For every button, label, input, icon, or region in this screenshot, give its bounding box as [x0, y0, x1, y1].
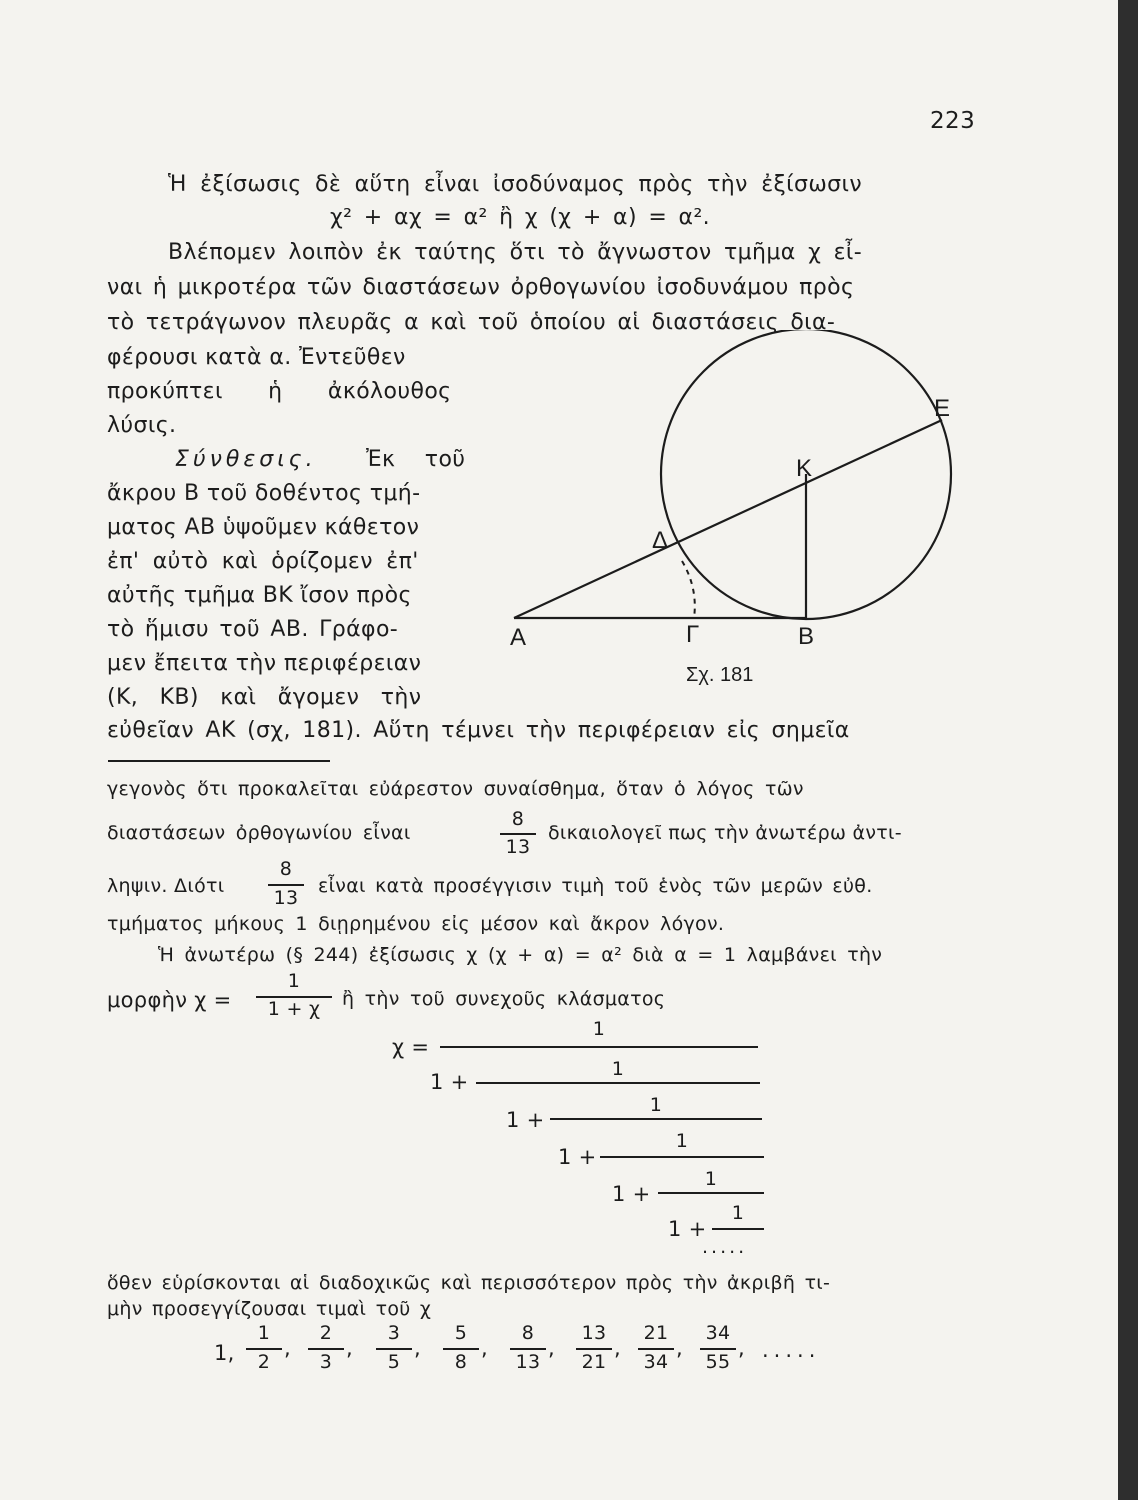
cf-one-plus: 1 + [506, 1108, 545, 1132]
text-line: Βλέπομεν λοιπὸν ἐκ ταύτης ὅτι τὸ ἄγνωστον τμῆμα χ εἶ- [168, 240, 863, 265]
cf-bar [476, 1082, 760, 1084]
fraction-bar [500, 833, 536, 835]
sequence-fraction-bar [246, 1348, 282, 1350]
sequence-comma: , [738, 1336, 745, 1360]
cf-bar [440, 1046, 758, 1048]
cf-numerator: 1 [592, 1018, 606, 1040]
text-line: μορφὴν χ = [107, 988, 232, 1012]
cf-numerator: 1 [649, 1094, 663, 1116]
sequence-comma: , [676, 1336, 683, 1360]
text-line: ματος ΑΒ ὑψοῦμεν κάθετον [107, 515, 420, 540]
sequence-ellipsis: ..... [762, 1338, 821, 1362]
text-line: φέρουσι κατὰ α. Ἐντεῦθεν [107, 345, 406, 370]
line-AE [514, 420, 942, 618]
text-line: ἢ τὴν τοῦ συνεχοῦς κλάσματος [342, 988, 666, 1010]
sequence-fraction-bar [308, 1348, 344, 1350]
cf-one-plus: 1 + [430, 1070, 469, 1094]
text-line: τὸ τετράγωνον πλευρᾶς α καὶ τοῦ ὁποίου αἱ διαστάσεις δια- [107, 310, 836, 335]
footnote-line: ληψιν. Διότι [107, 875, 225, 897]
sequence-fraction-bar [700, 1348, 736, 1350]
sequence-numerator: 21 [643, 1322, 669, 1344]
footnote-line: εἶναι κατὰ προσέγγισιν τιμὴ τοῦ ἑνὸς τῶν μερῶν εὐθ. [318, 875, 873, 897]
sequence-fraction-bar [510, 1348, 546, 1350]
fraction-numerator: 8 [279, 858, 293, 880]
cf-bar [658, 1192, 764, 1194]
footnote-line: δικαιολογεῖ πως τὴν ἀνωτέρω ἀντι- [548, 822, 902, 844]
arc-DG-dashed [682, 561, 695, 618]
sequence-numerator: 2 [319, 1322, 333, 1344]
cf-numerator: 1 [731, 1202, 745, 1224]
sequence-comma: , [548, 1336, 555, 1360]
sequence-numerator: 13 [581, 1322, 607, 1344]
sequence-numerator: 5 [454, 1322, 468, 1344]
sequence-fraction-bar [576, 1348, 612, 1350]
cf-numerator: 1 [704, 1168, 718, 1190]
sequence-fraction-bar [638, 1348, 674, 1350]
text-line: εὐθεῖαν ΑΚ (σχ, 181). Αὕτη τέμνει τὴν περιφέρειαν εἰς σημεῖα [107, 718, 850, 743]
sequence-fraction-bar [376, 1348, 412, 1350]
page-edge [1118, 0, 1138, 1500]
text-line: Ἡ ἀνωτέρω (§ 244) ἐξίσωσις χ (χ + α) = α² διὰ α = 1 λαμβάνει τὴν [158, 944, 883, 966]
footnote-rule [108, 760, 330, 762]
footnote-line: διαστάσεων ὀρθογωνίου εἶναι [107, 822, 411, 844]
footnote-line: γεγονὸς ὅτι προκαλεῖται εὐάρεστον συναίσθημα, ὅταν ὁ λόγος τῶν [107, 778, 804, 800]
fraction-numerator: 8 [511, 808, 525, 830]
sequence-fraction-bar [443, 1348, 479, 1350]
synthesis-label: Σύνθεσις. [175, 447, 317, 472]
label-G: Γ [686, 621, 700, 648]
sequence-denominator: 34 [643, 1351, 669, 1373]
page-number: 223 [930, 108, 976, 134]
sequence-denominator: 3 [319, 1351, 333, 1373]
label-E: Ε [934, 395, 951, 422]
sequence-comma: , [346, 1336, 353, 1360]
label-A: Α [510, 624, 527, 651]
cf-one-plus: 1 + [668, 1217, 707, 1241]
sequence-numerator: 8 [521, 1322, 535, 1344]
sequence-numerator: 1 [257, 1322, 271, 1344]
text-line: μεν ἔπειτα τὴν περιφέρειαν [107, 651, 422, 676]
cf-bar [550, 1118, 762, 1120]
text-line: ὅθεν εὑρίσκονται αἱ διαδοχικῶς καὶ περισσότερον πρὸς τὴν ἀκριβῆ τι- [107, 1272, 831, 1294]
equation-denominator: 1 + χ [267, 998, 321, 1020]
text-line: ἄκρου Β τοῦ δοθέντος τμή- [107, 481, 421, 506]
figure-caption: Σχ. 181 [686, 664, 754, 686]
fraction-bar [268, 884, 304, 886]
sequence-denominator: 8 [454, 1351, 468, 1373]
sequence-denominator: 13 [515, 1351, 541, 1373]
text-line: μὴν προσεγγίζουσαι τιμαὶ τοῦ χ [107, 1298, 432, 1320]
sequence-numerator: 3 [387, 1322, 401, 1344]
sequence-denominator: 2 [257, 1351, 271, 1373]
sequence-comma: , [614, 1336, 621, 1360]
footnote-line: τμήματος μήκους 1 διῃρημένου εἰς μέσον καὶ ἄκρον λόγον. [107, 913, 725, 935]
text-line: αὐτῆς τμῆμα ΒΚ ἴσον πρὸς [107, 583, 412, 608]
fraction-denominator: 13 [273, 887, 299, 909]
cf-one-plus: 1 + [558, 1145, 597, 1169]
sequence-comma: , [481, 1336, 488, 1360]
sequence-comma: , [414, 1336, 421, 1360]
sequence-denominator: 5 [387, 1351, 401, 1373]
cf-lhs: χ = [392, 1035, 430, 1059]
text-line: λύσις. [107, 413, 177, 438]
fraction-denominator: 13 [505, 836, 531, 858]
cf-numerator: 1 [611, 1058, 625, 1080]
equation-line: χ² + αχ = α² ἢ χ (χ + α) = α². [330, 205, 711, 230]
text-line: Ἡ ἐξίσωσις δὲ αὕτη εἶναι ἰσοδύναμος πρὸς τὴν ἐξίσωσιν [168, 172, 863, 197]
text-line: ναι ἡ μικροτέρα τῶν διαστάσεων ὀρθογωνίου ἰσοδυνάμου πρὸς [107, 275, 855, 300]
cf-dots: ..... [702, 1236, 748, 1258]
cf-numerator: 1 [675, 1130, 689, 1152]
label-D: Δ [652, 527, 669, 554]
text-line: ἐπ' αὐτὸ καὶ ὁρίζομεν ἐπ' [107, 549, 419, 574]
text-line: Ἐκ τοῦ [366, 447, 466, 472]
cf-one-plus: 1 + [612, 1182, 651, 1206]
cf-bar [600, 1156, 764, 1158]
equation-numerator: 1 [287, 970, 301, 992]
label-K: Κ [796, 455, 813, 482]
label-B: Β [798, 623, 815, 650]
text-line: τὸ ἥμισυ τοῦ ΑΒ. Γράφο- [107, 617, 399, 642]
sequence-comma: , [284, 1336, 291, 1360]
sequence-denominator: 21 [581, 1351, 607, 1373]
text-line: προκύπτει ἡ ἀκόλουθος [107, 379, 452, 404]
text-line: (Κ, ΚΒ) καὶ ἄγομεν τὴν [107, 685, 422, 710]
sequence-denominator: 55 [705, 1351, 731, 1373]
cf-bar [712, 1228, 764, 1230]
geometry-figure [500, 330, 980, 700]
sequence-numerator: 34 [705, 1322, 731, 1344]
sequence-first-term: 1, [214, 1341, 235, 1365]
